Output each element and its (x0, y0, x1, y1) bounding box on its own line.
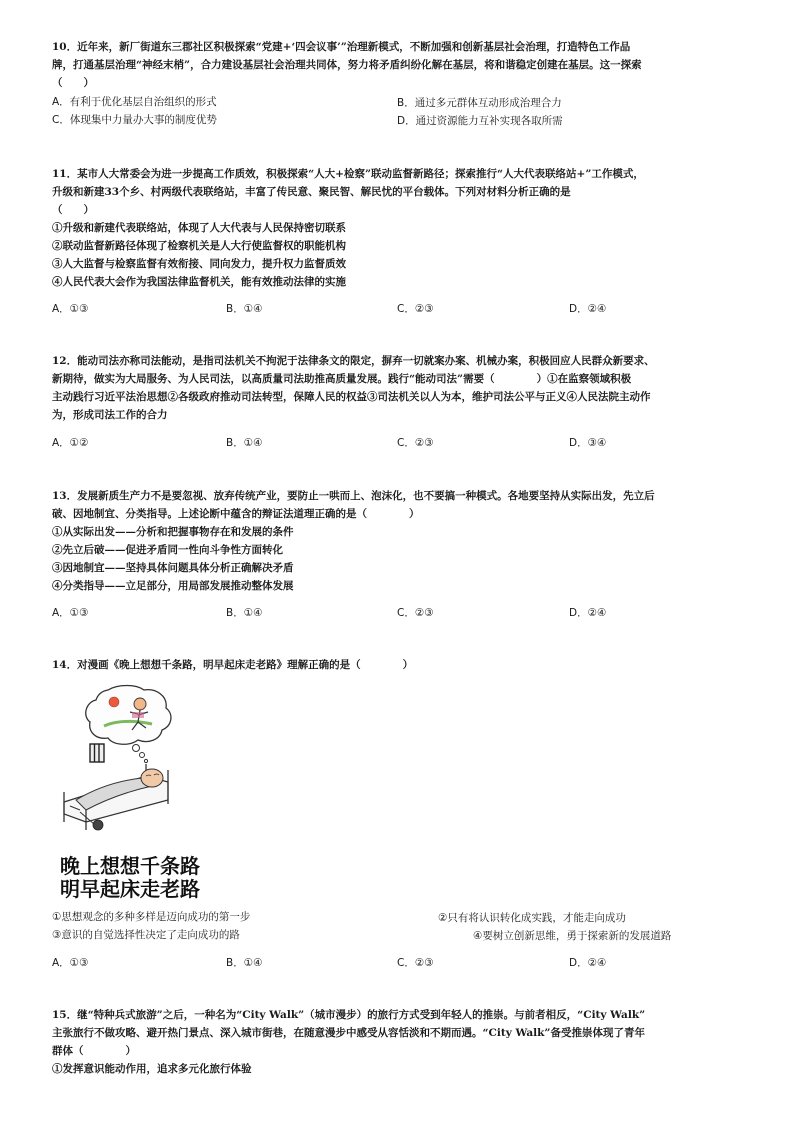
q13-option-a: A．①③ (52, 607, 89, 619)
q12-stem-line-3: 主动践行习近平法治思想②各级政府推动司法转型，保障人民的权益③司法机关以人为本，维护司法公平与正义④人民法院主动作 (52, 391, 651, 403)
q11-statement-4: ④人民代表大会作为我国法律监督机关，能有效推动法律的实施 (52, 276, 346, 288)
q14-statement-4: ④要树立创新思维，勇于探索新的发展道路 (473, 930, 672, 942)
q13-stem-line-1: 13．发展新质生产力不是要忽视、放弃传统产业，要防止一哄而上、泡沫化，也不要搞一种模式。各地要坚持从实际出发，先立后 (52, 490, 655, 502)
q13-statement-3: ③因地制宜——坚持具体问题具体分析正确解决矛盾 (52, 562, 294, 574)
q13-statement-2: ②先立后破——促进矛盾同一性向斗争性方面转化 (52, 544, 283, 556)
q12-stem-line-4: 为，形成司法工作的合力 (52, 409, 168, 421)
q12-option-b: B．①④ (226, 437, 263, 449)
q10-stem-line-3: （ ） (52, 77, 94, 89)
q11-option-b: B．①④ (226, 303, 263, 315)
cartoon-caption-line-2: 明早起床走老路 (60, 877, 200, 901)
q11-stem-line-3: （ ） (52, 204, 94, 216)
q12-stem-line-1: 12．能动司法亦称司法能动，是指司法机关不拘泥于法律条文的限定，摒弃一切就案办案、机械办案，积极回应人民群众新要求、 (52, 355, 655, 367)
q14-statement-1: ①思想观念的多种多样是迈向成功的第一步 (52, 911, 251, 923)
q11-stem-line-2: 升级和新建33个乡、村两级代表联络站，丰富了传民意、聚民智、解民忧的平台载体。下列对材料分析正确的是 (52, 186, 571, 198)
q11-option-a: A．①③ (52, 303, 89, 315)
q15-stem-line-2: 主张旅行不做攻略、避开热门景点、深入城市街巷，在随意漫步中感受从容恬淡和不期而遇。“City Walk”备受推崇体现了青年 (52, 1027, 645, 1039)
bed-with-sleeper (64, 764, 168, 830)
q11-stem-line-1: 11．某市人大常委会为进一步提高工作质效，积极探索“人大+检察”联动监督新路径；探索推行“人大代表联络站+”工作模式， (52, 168, 644, 180)
q14-option-c: C．②③ (397, 957, 434, 969)
q14-option-d: D．②④ (569, 957, 607, 969)
q15-stem-line-1: 15．继“特种兵式旅游”之后，一种名为“City Walk”（城市漫步）的旅行方式受到年轻人的推崇。与前者相反，“City Walk” (52, 1009, 646, 1021)
q11-statement-3: ③人大监督与检察监督有效衔接、同向发力，提升权力监督质效 (52, 258, 346, 270)
q13-option-d: D．②④ (569, 607, 607, 619)
cartoon-illustration (56, 682, 186, 832)
q14-option-b: B．①④ (226, 957, 263, 969)
cartoon-caption-line-1: 晚上想想千条路 (60, 854, 200, 878)
q13-stem-line-2: 破、因地制宜、分类指导。上述论断中蕴含的辩证法道理正确的是（ ） (52, 508, 420, 520)
q11-option-c: C．②③ (397, 303, 434, 315)
q14-stem: 14．对漫画《晚上想想千条路，明早起床走老路》理解正确的是（ ） (52, 659, 414, 671)
q11-statement-2: ②联动监督新路径体现了检察机关是人大行使监督权的职能机构 (52, 240, 346, 252)
q13-statement-4: ④分类指导——立足部分，用局部发展推动整体发展 (52, 580, 294, 592)
q12-option-a: A．①② (52, 437, 89, 449)
q12-stem-line-2: 新期待，做实为大局服务、为人民司法，以高质量司法助推高质量发展。践行“能动司法”需要（ ）①在监察领域积极 (52, 373, 632, 385)
q15-statement-1: ①发挥意识能动作用，追求多元化旅行体验 (52, 1063, 252, 1075)
q10-option-b: B．通过多元群体互动形成治理合力 (397, 97, 562, 109)
q11-statement-1: ①升级和新建代表联络站，体现了人大代表与人民保持密切联系 (52, 222, 346, 234)
q14-statement-3: ③意识的自觉选择性决定了走向成功的路 (52, 929, 240, 941)
q12-option-c: C．②③ (397, 437, 434, 449)
q10-option-a: A．有利于优化基层自治组织的形式 (52, 96, 217, 108)
q13-option-c: C．②③ (397, 607, 434, 619)
q11-option-d: D．②④ (569, 303, 607, 315)
q15-stem-line-3: 群体（ ） (52, 1045, 136, 1057)
q12-option-d: D．③④ (569, 437, 607, 449)
q13-statement-1: ①从实际出发——分析和把握事物存在和发展的条件 (52, 526, 294, 538)
q14-option-a: A．①③ (52, 957, 89, 969)
q14-statement-2: ②只有将认识转化成实践，才能走向成功 (438, 912, 626, 924)
q10-option-d: D．通过资源能力互补实现各取所需 (397, 115, 563, 127)
q10-option-c: C．体现集中力量办大事的制度优势 (52, 114, 217, 126)
window (90, 744, 104, 762)
q10-stem-line-2: 牌，打通基层治理“神经末梢”，合力建设基层社会治理共同体，努力将矛盾纠纷化解在基层，将和谐稳定创建在基层。这一探索 (52, 59, 642, 71)
q13-option-b: B．①④ (226, 607, 263, 619)
q10-stem-line-1: 10．近年来，新厂街道东三郡社区积极探索“党建+‘四会议事’”治理新模式，不断加强和创新基层社会治理，打造特色工作品 (52, 41, 631, 53)
